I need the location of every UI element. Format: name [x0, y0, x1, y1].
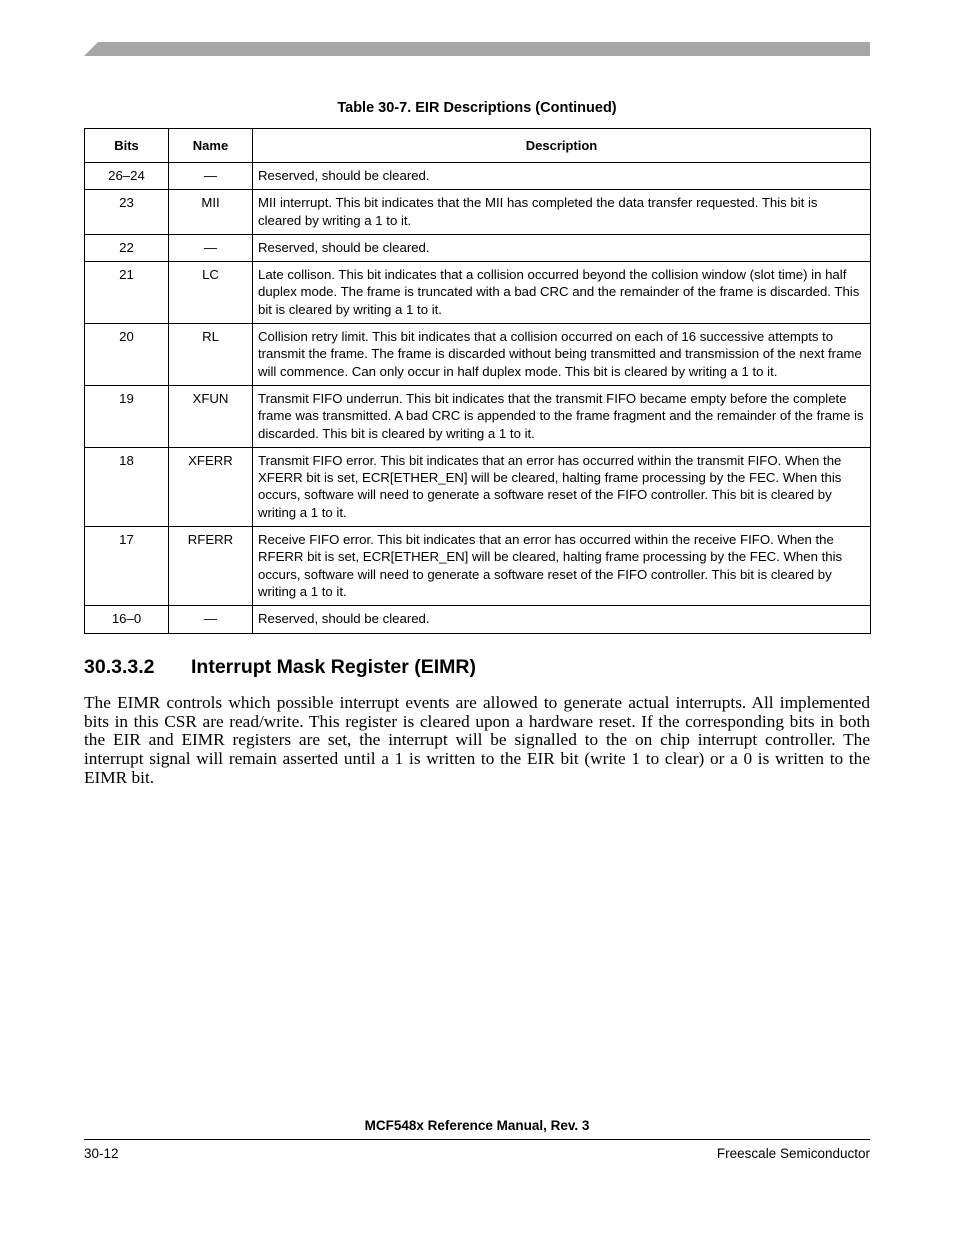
cell-bits: 22 — [85, 234, 169, 261]
page-number: 30-12 — [84, 1146, 119, 1161]
cell-name: — — [169, 234, 253, 261]
cell-description: Transmit FIFO error. This bit indicates that an error has occurred within the transmit FIFO. When the XFERR bit is set, ECR[ETHER_EN] will be cleared, halting frame processing by the FEC. When this occurs, software will need to generate a software reset of the FIFO controller. This bit is cleared by writing a 1 to it. — [253, 447, 871, 526]
cell-bits: 21 — [85, 262, 169, 324]
table-row — [85, 606, 871, 633]
table-row — [85, 190, 871, 235]
column-header-name: Name — [169, 129, 253, 163]
cell-bits: 23 — [85, 190, 169, 235]
cell-bits: 20 — [85, 324, 169, 386]
cell-description: Reserved, should be cleared. — [253, 234, 871, 261]
table-row — [85, 447, 871, 526]
footer-rule — [84, 1139, 870, 1140]
cell-bits: 17 — [85, 527, 169, 606]
cell-name: RFERR — [169, 527, 253, 606]
section-number: 30.3.3.2 — [84, 656, 155, 678]
cell-bits: 16–0 — [85, 606, 169, 633]
cell-name: — — [169, 606, 253, 633]
section-paragraph: The EIMR controls which possible interrupt events are allowed to generate actual interrupts. All implemented bits in this CSR are read/write. This register is cleared upon a hardware reset. If the corresponding bits in both the EIR and EIMR registers are set, the interrupt will be signalled to the on chip interrupt controller. The interrupt signal will remain asserted until a 1 is written to the EIR bit (write 1 to clear) or a 0 is written to the EIMR bit. — [84, 693, 870, 787]
cell-description: Receive FIFO error. This bit indicates that an error has occurred within the receive FIFO. When the RFERR bit is set, ECR[ETHER_EN] will be cleared, halting frame processing by the FEC. When this occurs, software will need to generate a software reset of the FIFO controller. This bit is cleared by writing a 1 to it. — [253, 527, 871, 606]
cell-description: Reserved, should be cleared. — [253, 606, 871, 633]
cell-bits: 26–24 — [85, 163, 169, 190]
section-heading — [84, 656, 476, 679]
table-row — [85, 527, 871, 606]
cell-description: Transmit FIFO underrun. This bit indicates that the transmit FIFO became empty before the complete frame was transmitted. A bad CRC is appended to the frame fragment and the remainder of the frame is discarded. This bit is cleared by writing a 1 to it. — [253, 385, 871, 447]
table-row — [85, 385, 871, 447]
cell-description: Late collison. This bit indicates that a collision occurred beyond the collision window (slot time) in half duplex mode. The frame is truncated with a bad CRC and the remainder of the frame is discarded. This bit is cleared by writing a 1 to it. — [253, 262, 871, 324]
footer-company: Freescale Semiconductor — [716, 1146, 870, 1161]
cell-name: XFERR — [169, 447, 253, 526]
cell-name: RL — [169, 324, 253, 386]
table-row — [85, 234, 871, 261]
header-bar — [84, 42, 870, 56]
cell-name: — — [169, 163, 253, 190]
table-row — [85, 163, 871, 190]
table-row — [85, 262, 871, 324]
cell-name: LC — [169, 262, 253, 324]
eir-descriptions-table — [84, 128, 871, 634]
cell-name: XFUN — [169, 385, 253, 447]
table-caption: Table 30-7. EIR Descriptions (Continued) — [337, 100, 617, 116]
cell-name: MII — [169, 190, 253, 235]
cell-bits: 18 — [85, 447, 169, 526]
cell-bits: 19 — [85, 385, 169, 447]
table-row — [85, 324, 871, 386]
cell-description: MII interrupt. This bit indicates that the MII has completed the data transfer requested. This bit is cleared by writing a 1 to it. — [253, 190, 871, 235]
footer-title: MCF548x Reference Manual, Rev. 3 — [364, 1118, 590, 1133]
column-header-bits: Bits — [85, 129, 169, 163]
cell-description: Collision retry limit. This bit indicates that a collision occurred on each of 16 successive attempts to transmit the frame. The frame is discarded without being transmitted and transmission of the next frame will commence. Can only occur in half duplex mode. This bit is cleared by writing a 1 to it. — [253, 324, 871, 386]
section-title: Interrupt Mask Register (EIMR) — [191, 656, 476, 678]
cell-description: Reserved, should be cleared. — [253, 163, 871, 190]
table-header-row — [85, 129, 871, 163]
column-header-description: Description — [253, 129, 871, 163]
